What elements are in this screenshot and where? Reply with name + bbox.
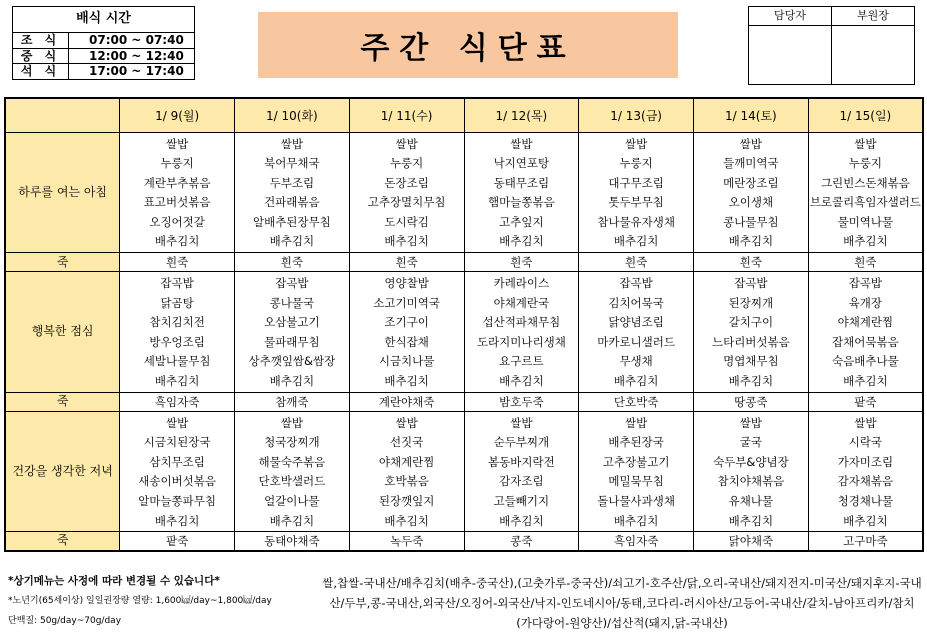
menu-item: 쌀밥 [510,415,533,430]
menu-item: 쌀밥 [280,415,303,430]
menu-item: 배추김치 [728,234,774,249]
menu-cell [120,132,235,253]
porridge-cell: 팥죽 [808,392,923,411]
serving-time-value: 07:00 ~ 07:40 [89,33,184,47]
menu-item: 육개장 [848,295,883,310]
menu-item: 고추장멸치무침 [367,195,446,210]
menu-item: 유채나물 [728,494,774,508]
menu-item: 소고기미역국 [373,295,440,310]
menu-item: 누룽지 [848,156,883,171]
menu-cell [808,132,923,253]
serving-time-label: 석 식 [13,64,69,80]
menu-cell [808,411,923,532]
menu-item: 새송이버섯볶음 [138,474,216,489]
approval-manager-column [749,7,831,84]
menu-item: 오징어젓갈 [149,214,205,229]
menu-item: 시금치된장국 [143,435,211,450]
porridge-label: 죽 [5,532,120,551]
menu-item: 계란부추볶음 [143,175,211,190]
menu-item: 물파래무침 [264,334,320,349]
menu-cell [120,411,235,532]
porridge-cell: 흑임자죽 [579,532,694,551]
menu-item: 굴국 [739,435,762,450]
menu-item: 톳두부무침 [608,195,664,210]
menu-item: 참나물유자생채 [597,214,675,229]
approval-deputy-signature-area[interactable] [832,26,914,84]
menu-item: 배추김치 [154,234,200,249]
menu-item: 상추깻잎쌈&쌈장 [248,354,336,369]
day-header: 1/ 13(금) [579,98,694,132]
menu-item: 감자조림 [499,474,544,489]
menu-item: 고추장불고기 [602,454,670,469]
porridge-label: 죽 [5,253,120,272]
porridge-cell: 단호박죽 [579,392,694,411]
menu-item: 배추김치 [384,374,429,389]
menu-item: 두부조림 [269,175,315,190]
menu-item: 참치김치전 [149,315,205,330]
page-title: 주간 식단표 [360,31,576,66]
menu-item: 잡곡밥 [619,276,653,291]
menu-item: 배추김치 [269,234,315,249]
porridge-cell: 흰죽 [349,253,464,272]
day-header-row [5,98,923,132]
menu-item: 배추김치 [269,513,315,528]
menu-item: 배추김치 [843,234,888,249]
menu-cell [120,272,235,393]
menu-item: 배추된장국 [608,435,664,450]
menu-item: 건파래볶음 [264,195,320,210]
menu-item: 배추김치 [269,374,315,389]
menu-item: 순두부찌개 [493,435,550,450]
menu-item: 잡곡밥 [275,276,309,291]
porridge-cell: 고구마죽 [808,532,923,551]
porridge-cell: 땅콩죽 [694,392,809,411]
energy-recommendation: *노년기(65세이상) 일일권장량 열량: 1,600㎉/day~1,800㎉/day [8,596,272,606]
menu-item: 브로콜리흑임자샐러드 [809,195,921,210]
weekly-menu-table [4,97,924,552]
serving-time-value: 17:00 ~ 17:40 [89,64,184,78]
menu-cell [579,272,694,393]
porridge-cell: 흰죽 [235,253,350,272]
menu-cell [694,272,809,393]
menu-cell [694,411,809,532]
serving-time-box [12,6,195,80]
menu-item: 쌀밥 [166,415,189,430]
menu-item: 청경채나물 [837,494,894,508]
menu-item: 누룽지 [619,156,653,171]
menu-item: 갈치구이 [728,315,774,330]
menu-item: 섭산적파채무침 [482,315,561,330]
menu-item: 잡곡밥 [848,276,883,291]
menu-item: 쌀밥 [280,136,303,151]
menu-item: 시금치나물 [378,354,435,369]
menu-item: 도시락김 [384,214,429,229]
approval-manager-label: 담당자 [749,7,831,26]
serving-time-title: 배식 시간 [13,7,194,33]
approval-manager-signature-area[interactable] [749,26,831,84]
menu-item: 숙두부&양념장 [713,454,789,469]
menu-item: 닭곰탕 [160,295,194,310]
porridge-cell: 흰죽 [694,253,809,272]
menu-item: 동태무조림 [493,175,550,190]
menu-item: 오삼불고기 [264,315,320,330]
porridge-row [5,532,923,551]
day-header: 1/ 9(월) [120,98,235,132]
menu-item: 배추김치 [499,374,544,389]
menu-item: 해물숙주볶음 [258,454,326,469]
menu-item: 배추김치 [499,513,544,528]
menu-item: 고들빼기지 [493,494,550,508]
menu-item: 돈장조림 [384,175,429,190]
menu-item: 쌀밥 [739,136,762,151]
menu-item: 느타리버섯볶음 [711,334,790,349]
menu-item: 알마늘쫑파무침 [138,494,216,508]
menu-item: 누룽지 [160,156,194,171]
change-notice: *상기메뉴는 사정에 따라 변경될 수 있습니다* [8,575,220,587]
menu-item: 삼치무조림 [149,454,205,469]
menu-item: 야채계란찜 [837,315,894,330]
day-header: 1/ 10(화) [235,98,350,132]
day-header: 1/ 15(일) [808,98,923,132]
approval-deputy-label: 부원장 [832,7,914,26]
day-header: 1/ 12(목) [464,98,579,132]
title-banner [258,12,678,78]
menu-item: 잡곡밥 [734,276,768,291]
serving-time-row-breakfast [13,33,194,49]
approval-box [748,6,915,85]
porridge-cell: 녹두죽 [349,532,464,551]
menu-item: 낙지연포탕 [493,156,550,171]
menu-item: 메밀묵무침 [608,474,664,489]
menu-item: 한식잡채 [384,334,429,349]
menu-item: 야채계란찜 [378,454,435,469]
menu-cell [579,132,694,253]
menu-item: 콩나물무침 [723,214,779,229]
menu-item: 방우엉조림 [149,334,205,349]
porridge-cell: 흰죽 [579,253,694,272]
porridge-cell: 흰죽 [120,253,235,272]
menu-item: 배추김치 [728,374,774,389]
menu-item: 배추김치 [613,513,659,528]
porridge-cell: 흰죽 [808,253,923,272]
meal-row [5,272,923,393]
porridge-cell: 밤호두죽 [464,392,579,411]
menu-item: 쌀밥 [739,415,762,430]
menu-item: 북어무채국 [264,156,320,171]
menu-item: 도라지미나리생채 [476,334,566,349]
menu-cell [464,272,579,393]
menu-item: 쌀밥 [395,136,418,151]
meal-row [5,132,923,253]
approval-deputy-column [831,7,914,84]
meal-row [5,411,923,532]
porridge-cell: 흰죽 [464,253,579,272]
menu-item: 김치어묵국 [608,295,664,310]
porridge-cell: 팥죽 [120,532,235,551]
menu-item: 쌀밥 [625,415,648,430]
menu-item: 잡곡밥 [160,276,194,291]
menu-cell [579,411,694,532]
menu-item: 배추김치 [384,234,429,249]
menu-item: 쌀밥 [166,136,189,151]
menu-item: 영양찰밥 [384,276,429,291]
menu-item: 고추잎지 [499,214,544,229]
menu-cell [349,132,464,253]
menu-item: 오이생채 [728,195,774,210]
menu-item: 시락국 [848,435,883,450]
menu-item: 그린빈스돈채볶음 [820,175,910,190]
meal-label: 건강을 생각한 저녁 [5,411,120,532]
menu-item: 알배추된장무침 [252,214,331,229]
meal-label: 행복한 점심 [5,272,120,393]
menu-cell [349,411,464,532]
porridge-cell: 계란야채죽 [349,392,464,411]
menu-item: 쌀밥 [625,136,648,151]
day-header: 1/ 14(토) [694,98,809,132]
menu-item: 단호박샐러드 [258,474,326,489]
menu-item: 잡채어묵볶음 [832,334,899,349]
menu-cell [808,272,923,393]
protein-recommendation: 단백질: 50g/day~70g/day [8,616,122,626]
menu-item: 된장깻잎지 [378,494,435,508]
menu-item: 청국장찌개 [264,435,320,450]
menu-item: 배추김치 [384,513,429,528]
day-header: 1/ 11(수) [349,98,464,132]
menu-item: 쌀밥 [854,415,877,430]
menu-item: 감자채볶음 [837,474,894,489]
menu-cell [235,411,350,532]
menu-item: 쌀밥 [510,136,533,151]
serving-time-row-lunch [13,49,194,65]
menu-item: 된장찌개 [728,295,774,310]
menu-item: 표고버섯볶음 [143,195,211,210]
menu-item: 숙음배추나물 [832,354,899,369]
menu-item: 배추김치 [843,513,888,528]
table-corner [5,98,120,132]
menu-item: 참치야채볶음 [717,474,785,489]
porridge-cell: 흑임자죽 [120,392,235,411]
menu-cell [235,132,350,253]
menu-item: 배추김치 [613,234,659,249]
menu-item: 무생채 [619,354,653,369]
menu-cell [235,272,350,393]
menu-item: 콩나물국 [269,295,315,310]
menu-item: 쌀밥 [854,136,877,151]
menu-item: 메란장조림 [723,175,779,190]
menu-cell [349,272,464,393]
serving-time-row-dinner [13,64,194,80]
meal-label: 하루를 여는 아침 [5,132,120,253]
menu-item: 닭양념조림 [608,315,664,330]
menu-item: 들깨미역국 [723,156,779,171]
menu-cell [464,132,579,253]
menu-item: 요구르트 [499,354,544,369]
menu-item: 누룽지 [389,156,424,171]
menu-item: 가자미조림 [837,454,894,469]
menu-item: 명엽채무침 [723,354,779,369]
menu-item: 배추김치 [843,374,888,389]
menu-item: 배추김치 [154,513,200,528]
menu-item: 선짓국 [389,435,424,450]
porridge-cell: 닭야채죽 [694,532,809,551]
menu-item: 돌나물사과생채 [597,494,675,508]
menu-item: 배추김치 [728,513,774,528]
menu-item: 야채계란국 [493,295,550,310]
menu-cell [464,411,579,532]
origin-notice: 쌀,찹쌀-국내산/배추김치(배추-중국산),(고춧가루-중국산)/쇠고기-호주산/닭,오리-국내산/돼지전지-미국산/돼지후지-국내산/두부,콩-국내산,외국산/오징어-외국산/낙지-인도네시아/동태,코다리-러시아산/고등어-국내산/갈치-남아프리카/참치(가다랑어-원양산)/섭산적(돼지,닭-국내산) [322,576,922,630]
menu-item: 마카로니샐러드 [597,334,675,349]
serving-time-value: 12:00 ~ 12:40 [89,48,184,63]
porridge-row [5,392,923,411]
menu-item: 배추김치 [154,374,200,389]
menu-item: 얼갈이나물 [264,494,320,508]
footer-notes [8,573,318,633]
serving-time-label: 조 식 [13,33,69,48]
menu-cell [694,132,809,253]
menu-item: 배추김치 [499,234,544,249]
menu-item: 카레라이스 [493,276,550,291]
menu-item: 물미역나물 [837,214,894,229]
menu-item: 조기구이 [384,315,429,330]
menu-item: 대구무조림 [608,175,664,190]
porridge-cell: 참깨죽 [235,392,350,411]
menu-item: 쌀밥 [395,415,418,430]
menu-item: 봄동바지락전 [488,454,555,469]
menu-item: 세발나물무침 [143,354,211,369]
serving-time-label: 중 식 [13,49,69,64]
menu-item: 햄마늘쫑볶음 [488,195,555,210]
menu-item: 호박볶음 [384,474,429,489]
porridge-cell: 콩죽 [464,532,579,551]
porridge-cell: 동태야채죽 [235,532,350,551]
menu-item: 배추김치 [613,374,659,389]
porridge-label: 죽 [5,392,120,411]
porridge-row [5,253,923,272]
